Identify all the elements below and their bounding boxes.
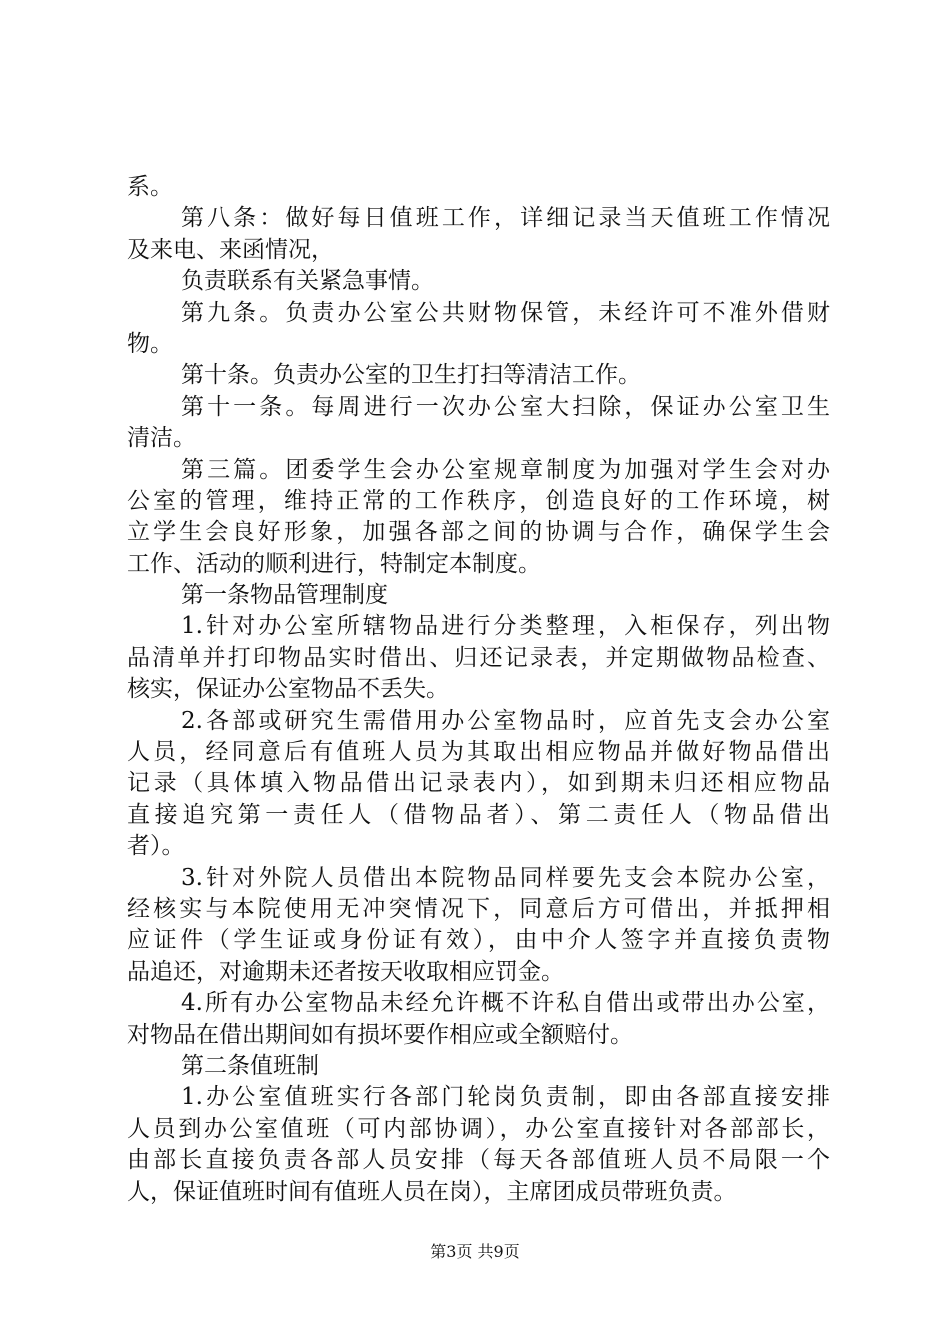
text-line: 品清单并打印物品实时借出、归还记录表，并定期做物品检查、 [127,644,830,671]
text-line: 工作、活动的顺利进行，特制定本制度。 [127,550,541,577]
text-line: 者）。 [127,833,185,860]
text-line: 第十条。负责办公室的卫生打扫等清洁工作。 [181,362,641,389]
section-heading: 第一条物品管理制度 [181,582,388,609]
text-line: 负责联系有关紧急事情。 [181,268,434,295]
text-line: 核实，保证办公室物品不丢失。 [127,676,449,703]
text-line: 第十一条。每周进行一次办公室大扫除，保证办公室卫生 [181,393,830,420]
text-line: 品追还，对逾期未还者按天收取相应罚金。 [127,958,564,985]
text-line: 第三篇。团委学生会办公室规章制度为加强对学生会对办 [181,456,830,483]
text-line: 应证件（学生证或身份证有效），由中介人签字并直接负责物 [127,927,830,954]
text-line: 清洁。 [127,425,196,452]
text-line: 由部长直接负责各部人员安排（每天各部值班人员不局限一个 [127,1147,830,1174]
text-line: 第八条：做好每日值班工作，详细记录当天值班工作情况 [181,205,830,232]
text-line: 物。 [127,330,173,357]
text-line: 人员，经同意后有值班人员为其取出相应物品并做好物品借出 [127,739,830,766]
text-line: 经核实与本院使用无冲突情况下，同意后方可借出，并抵押相 [127,895,830,922]
text-line: 2.各部或研究生需借用办公室物品时，应首先支会办公室 [181,707,830,734]
document-body [127,172,830,1208]
page-number-footer: 第3页 共9页 [430,1242,520,1261]
text-line: 1.办公室值班实行各部门轮岗负责制，即由各部直接安排 [181,1084,830,1111]
text-line: 1.针对办公室所辖物品进行分类整理，入柜保存，列出物 [181,613,830,640]
text-line: 4.所有办公室物品未经允许概不许私自借出或带出办公室， [181,990,830,1017]
text-line: 3.针对外院人员借出本院物品同样要先支会本院办公室， [181,864,830,891]
text-line: 人，保证值班时间有值班人员在岗），主席团成员带班负责。 [127,1178,737,1205]
section-heading: 第二条值班制 [181,1052,319,1079]
text-line: 对物品在借出期间如有损坏要作相应或全额赔付。 [127,1021,633,1048]
text-line: 直接追究第一责任人（借物品者）、第二责任人（物品借出 [127,801,830,828]
text-line: 记录（具体填入物品借出记录表内），如到期未归还相应物品 [127,770,830,797]
text-line: 及来电、来函情况， [127,236,334,263]
text-line: 系。 [127,174,173,200]
text-line: 第九条。负责办公室公共财物保管，未经许可不准外借财 [181,299,830,326]
text-line: 人员到办公室值班（可内部协调），办公室直接针对各部部长， [127,1115,830,1142]
text-line: 立学生会良好形象，加强各部之间的协调与合作，确保学生会 [127,519,830,546]
text-line: 公室的管理，维持正常的工作秩序，创造良好的工作环境，树 [127,487,830,514]
